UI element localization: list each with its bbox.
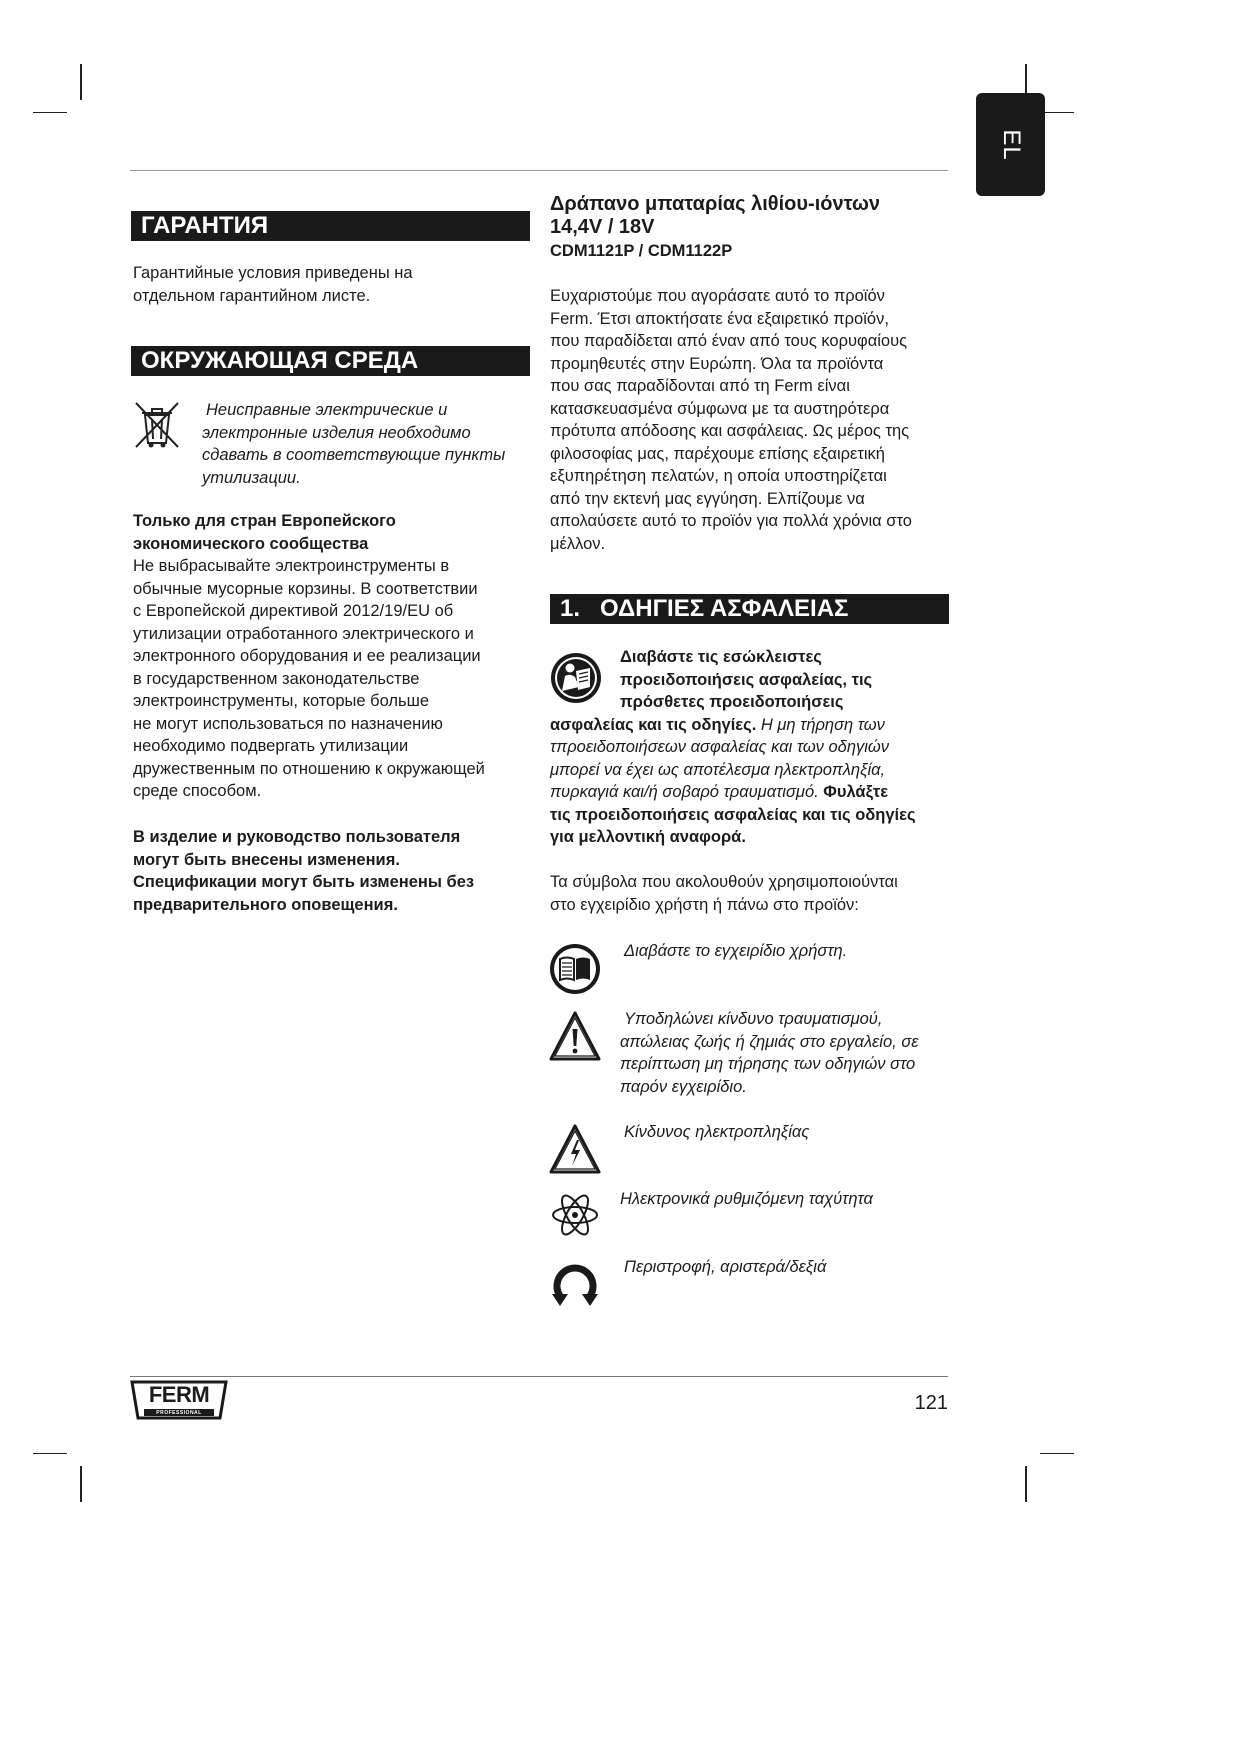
warning-icon <box>548 1009 602 1063</box>
crossed-bin-icon <box>132 399 182 451</box>
rotation-icon <box>548 1256 602 1310</box>
page-number: 121 <box>914 1392 948 1414</box>
crop-mark <box>33 1453 67 1454</box>
crop-mark <box>80 1466 82 1502</box>
manual-symbol-text: Διαβάστε το εγχειρίδιο χρήστη. <box>624 942 848 960</box>
ferm-logo <box>130 1380 228 1420</box>
manual-icon <box>548 942 602 996</box>
electric-shock-symbol-text: Κίνδυνος ηλεκτροπληξίας <box>624 1123 810 1141</box>
warranty-heading: ГАРАНТИЯ <box>131 211 530 241</box>
electronic-speed-symbol-text: Ηλεκτρονικά ρυθμιζόμενη ταχύτητα <box>620 1190 873 1208</box>
crop-mark <box>1040 112 1074 113</box>
logo-subtext: PROFESSIONAL <box>156 1410 202 1416</box>
warranty-text: Гарантийные условия приведены на отдельном гарантийном листе. <box>133 264 413 305</box>
crop-mark <box>1040 1453 1074 1454</box>
environment-heading: ОКРУЖАЮЩАЯ СРЕДА <box>131 346 530 376</box>
crop-mark <box>33 112 67 113</box>
language-code: EL <box>997 128 1025 161</box>
logo-text: FERM <box>148 1382 210 1407</box>
electronic-speed-icon <box>550 1190 600 1240</box>
safety-warning: Διαβάστε τις εσώκλειστες προειδοποιήσεις ασφαλείας, τις πρόσθετες προειδοποιήσεις ασφαλείας και τις οδηγίες. Η μη τήρηση των τπροειδοποιήσεων ασφαλείας και των οδηγιών μπορεί να έχει ως αποτέλεσμα ηλεκτροπληξία, πυρκαγιά και/ή σοβαρό τραυματισμό. Φυλάξτε τις προειδοποιήσεις ασφαλείας και τις οδηγίες για μελλοντική αναφορά. <box>550 648 916 846</box>
warning-symbol-text: Υποδηλώνει κίνδυνο τραυματισμού, απώλειας ζωής ή ζημιάς στο εργαλείο, σε περίπτωση μη τήρησης των οδηγιών στο παρόν εγχειρίδιο. <box>620 1010 919 1096</box>
product-title: Δράπανο μπαταρίας λιθίου-ιόντων 14,4V / 18V <box>550 193 880 238</box>
crop-mark <box>1025 1466 1027 1502</box>
model-number: CDM1121P / CDM1122P <box>550 242 733 260</box>
bottom-rule <box>130 1376 948 1377</box>
electric-shock-icon <box>548 1122 602 1176</box>
safety-heading: 1. ΟΔΗΓΙΕΣ ΑΣΦΑΛΕΙΑΣ <box>550 594 949 624</box>
rotation-symbol-text: Περιστροφή, αριστερά/δεξιά <box>624 1258 827 1276</box>
eu-section: Только для стран Европейского экономического сообщества Не выбрасывайте электроинструменты в обычные мусорные корзины. В соответствии с Европейской директивой 2012/19/EU об утилизации отработанного электрического и электронного оборудования и ее реализации в государственном законодательстве электроинструменты, которые больше не могут использоваться по назначению необходимо подвергать утилизации дружественным по отношению к окружающей среде способом. <box>133 512 485 800</box>
changes-note: В изделие и руководство пользователя могут быть внесены изменения. Спецификации могут быть изменены без предварительного оповещения. <box>133 828 475 914</box>
top-rule <box>130 170 948 171</box>
crop-mark <box>80 64 82 100</box>
language-tab <box>976 93 1045 196</box>
symbols-intro: Τα σύμβολα που ακολουθούν χρησιμοποιούνται στο εγχειρίδιο χρήστη ή πάνω στο προϊόν: <box>550 873 898 914</box>
intro-text: Ευχαριστούμε που αγοράσατε αυτό το προϊόν Ferm. Έτσι αποκτήσατε ένα εξαιρετικό προϊόν, που παραδίδεται από έναν από τους κορυφαίους προμηθευτές στην Ευρώπη. Όλα τα προϊόντα που σας παραδίδονται από τη Ferm είναι κατασκευασμένα σύμφωνα με τα αυστηρότερα πρότυπα απόδοσης και ασφάλειας. Ως μέρος της φιλοσοφίας μας, παρέχουμε επίσης εξαιρετική εξυπηρέτηση πελατών, η οποία υποστηρίζεται από την εκτενή μας εγγύηση. Ελπίζουμε να απολαύσετε αυτό το προϊόν για πολλά χρόνια στο μέλλον. <box>550 287 912 553</box>
recycle-note: Неисправные электрические и электронные изделия необходимо сдавать в соответствующие пункты утилизации. <box>202 401 506 487</box>
